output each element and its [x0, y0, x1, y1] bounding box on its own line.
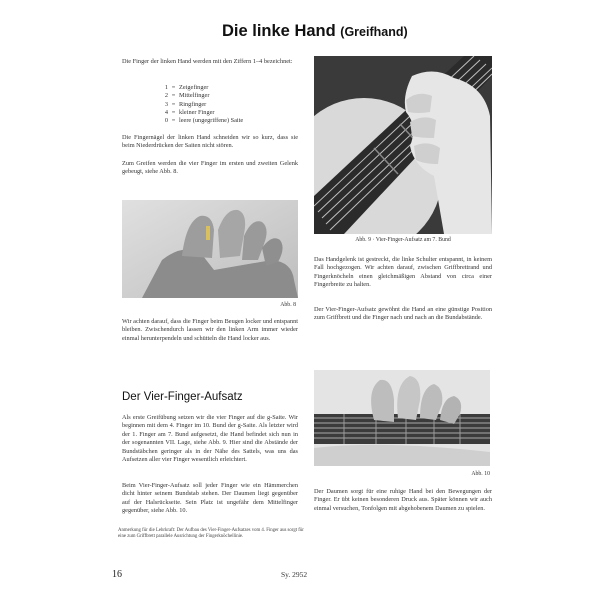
position-paragraph: Der Vier-Finger-Aufsatz gewöhnt die Hand an eine günstige Position zum Griffbrett und die Finger nach und nach an die Bundabstände.	[314, 306, 492, 322]
finger-row: 2 = Mittelfinger	[164, 92, 210, 100]
teacher-footnote: Anmerkung für die Lehrkraft: Der Aufbau des Vier-Finger-Aufsatzes vom 4. Finger aus sorgt für eine zum Griffbrett parallele Ausrichtung der Fingerknöchellinie.	[118, 528, 304, 539]
page-number: 16	[112, 569, 122, 580]
fretboard-thumb-photo-icon	[314, 370, 490, 466]
catalog-code: Sy. 2952	[281, 570, 308, 579]
relax-paragraph: Wir achten darauf, dass die Finger beim Beugen locker und entspannt bleiben. Zwischendurch lassen wir den linken Arm immer wieder einmal herunterpendeln und schütteln die Hand locker aus.	[122, 318, 298, 342]
thumb-paragraph: Der Daumen sorgt für eine ruhige Hand bei den Bewegungen der Finger. Er übt keinen besonderen Druck aus. Später können wir auch einmal versuchen, Tonfolgen mit abgehobenem Daumen zu spielen.	[314, 488, 492, 512]
title-main: Die linke Hand	[222, 22, 336, 40]
finger-number-list	[160, 84, 243, 125]
title-sub: (Greifhand)	[340, 25, 408, 39]
section-heading: Der Vier-Finger-Aufsatz	[122, 391, 243, 403]
finger-row: 3 = Ringfinger	[164, 100, 207, 108]
finger-row: 1 = Zeigefinger	[164, 84, 209, 91]
nails-paragraph: Die Fingernägel der linken Hand schneiden wir so kurz, dass sie beim Niederdrücken der Saiten nicht stören.	[122, 134, 298, 150]
abb10-photo	[314, 370, 490, 466]
finger-row: 0 = leere (ungegriffene) Saite	[164, 117, 244, 125]
abb8-photo	[122, 200, 298, 298]
intro-paragraph: Die Finger der linken Hand werden mit den Ziffern 1–4 bezeichnet:	[122, 58, 293, 65]
hammer-paragraph: Beim Vier-Finger-Aufsatz soll jeder Finger wie ein Hämmerchen dicht hinter seinem Bundstab stehen. Der Daumen liegt gegenüber auf der Halsrückseite. Sein Platz ist ungefähr dem Mittelfinger gegenüber, siehe Abb. 10.	[122, 482, 298, 515]
finger-row: 4 = kleiner Finger	[164, 108, 215, 116]
abb9-photo	[314, 56, 492, 234]
wrist-paragraph: Das Handgelenk ist gestreckt, die linke Schulter entspannt, in keinem Fall hochgezogen. Wir achten darauf, zwischen Griffbrettrand und Fingerknöcheln einen gleichmäßigen Abstand von circa einer Fingerbreite zu halten.	[314, 256, 492, 289]
first-exercise-paragraph: Als erste Greifübung setzen wir die vier Finger auf die g-Saite. Wir beginnen mit dem 4. Finger im 10. Bund der g-Saite. Als letzter wird der 1. Finger am 7. Bund aufgesetzt, die Hand befindet sich nun in der sogenannten VII. Lage, siehe Abb. 9. Hier sind die Abstände der Bundstäbchen geringer als in der Nähe des Sattels, was uns das Aufsetzen aller vier Finger wesentlich erleichtert.	[122, 414, 298, 464]
abb8-caption: Abb. 8	[280, 302, 296, 308]
bend-paragraph: Zum Greifen werden die vier Finger im ersten und zweiten Gelenk gebeugt, siehe Abb. 8.	[122, 160, 298, 176]
abb10-caption: Abb. 10	[471, 471, 490, 477]
finger-curl-photo-icon	[122, 200, 298, 298]
abb9-caption: Abb. 9 · Vier-Finger-Aufsatz am 7. Bund	[355, 237, 451, 243]
page-title	[222, 22, 452, 41]
guitar-hand-photo-icon	[314, 56, 492, 234]
